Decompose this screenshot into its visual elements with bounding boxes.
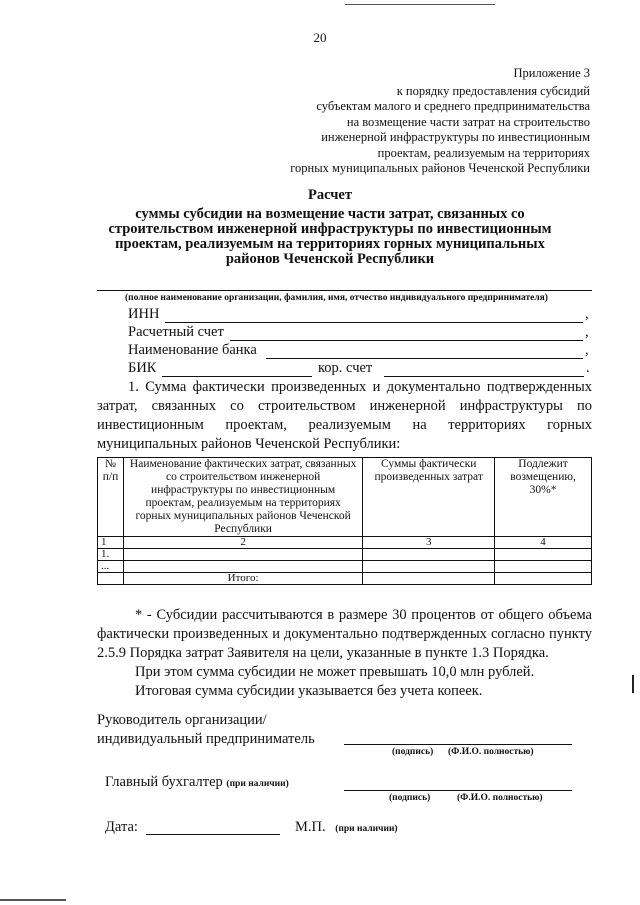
corr-field[interactable] xyxy=(384,376,584,377)
org-name-caption: (полное наименование организации, фамилия, имя, отчество индивидуального предпринимателя) xyxy=(125,293,548,303)
heading-line: районов Чеченской Республики xyxy=(225,251,435,267)
accountant-signature-line[interactable] xyxy=(344,790,572,791)
seal-if-any: (при наличии) xyxy=(335,824,398,834)
seal-label xyxy=(295,819,398,836)
page-number: 20 xyxy=(313,30,327,45)
table-cell[interactable] xyxy=(495,561,592,573)
date-field[interactable] xyxy=(146,834,280,835)
table-cell[interactable] xyxy=(363,561,495,573)
corr-label: кор. счет xyxy=(318,360,373,376)
bik-label: БИК xyxy=(128,360,157,376)
table-row xyxy=(98,561,592,573)
account-label: Расчетный счет xyxy=(128,324,224,340)
heading-line: строительством инженерной инфраструктуры по инвестиционным xyxy=(108,221,552,237)
column-header-reimbursable: Подлежит возмещению, 30%* xyxy=(495,458,592,537)
bottom-rule xyxy=(0,899,66,901)
appendix-line: на возмещение части затрат на строительство xyxy=(346,114,590,129)
column-number: 3 xyxy=(363,537,495,549)
paragraph-1-line: инвестиционным проектам, реализуемым на территориях горных xyxy=(97,417,592,433)
appendix-line: горных муниципальных районов Чеченской Республики xyxy=(290,161,590,175)
paragraph-1 xyxy=(97,378,592,454)
head-label-line-2: индивидуальный предприниматель xyxy=(97,731,315,747)
column-number: 4 xyxy=(495,537,592,549)
appendix-line: субъектам малого и среднего предпринимательства xyxy=(316,99,590,113)
margin-mark xyxy=(632,675,634,693)
bank-label: Наименование банка xyxy=(128,342,257,358)
appendix-title: Приложение 3 xyxy=(513,66,590,80)
column-number: 2 xyxy=(123,537,362,549)
seal-text: М.П. xyxy=(295,819,326,835)
column-number: 1 xyxy=(98,537,124,549)
bik-field[interactable] xyxy=(162,376,312,377)
total-label: Итого: xyxy=(123,573,362,585)
date-label: Дата: xyxy=(105,819,138,835)
heading-line: суммы субсидии на возмещение части затрат, связанных со xyxy=(135,206,525,222)
table-cell[interactable] xyxy=(123,561,362,573)
footnote-line: фактически произведенных и документально подтвержденных согласно пункту xyxy=(97,626,592,642)
accountant-if-any: (при наличии) xyxy=(226,779,289,789)
paragraph-1-line: затрат, связанных со строительством инженерной инфраструктуры по xyxy=(97,398,592,414)
table-cell[interactable] xyxy=(363,573,495,585)
table-cell[interactable] xyxy=(123,549,362,561)
footnote-block xyxy=(97,606,592,701)
paragraph-1-line: 1. Сумма фактически произведенных и документально подтвержденных xyxy=(128,379,592,395)
inn-comma: , xyxy=(585,306,589,322)
heading-title: Расчет xyxy=(308,187,352,203)
column-header-number: № п/п xyxy=(98,458,124,537)
table-cell[interactable] xyxy=(495,549,592,561)
head-label-line-1: Руководитель организации/ xyxy=(97,712,267,728)
appendix-line: к порядку предоставления субсидий xyxy=(396,83,590,98)
row-number: ... xyxy=(98,561,124,573)
table-row xyxy=(98,549,592,561)
account-field[interactable] xyxy=(230,340,583,341)
org-name-line[interactable] xyxy=(97,290,592,291)
inn-field[interactable] xyxy=(165,322,583,323)
appendix-line: инженерной инфраструктуры по инвестиционным xyxy=(321,130,590,144)
table-total-row xyxy=(98,573,592,585)
table-cell[interactable] xyxy=(363,549,495,561)
footnote-line: * - Субсидии рассчитываются в размере 30 процентов от общего объема xyxy=(135,607,592,623)
bank-comma: , xyxy=(585,342,589,358)
heading-line: проектам, реализуемым на территориях горных муниципальных xyxy=(115,236,545,252)
column-header-expense-name: Наименование фактических затрат, связанных со строительством инженерной инфраструктуры по инвестиционным проектам, реализуемым на территориях горных муниципальных районов Чеченской Республики xyxy=(123,458,362,537)
table-cell[interactable] xyxy=(495,573,592,585)
name-caption: (Ф.И.О. полностью) xyxy=(457,793,543,803)
top-rule xyxy=(345,4,495,5)
appendix-block xyxy=(230,66,590,177)
inn-label: ИНН xyxy=(128,306,160,322)
column-header-actual-amount: Суммы фактически произведенных затрат xyxy=(363,458,495,537)
footnote-line: 2.5.9 Порядка затрат Заявителя на цели, указанные в пункте 1.3 Порядка. xyxy=(97,645,549,661)
footnote-line: Итоговая сумма субсидии указывается без учета копеек. xyxy=(135,683,483,699)
footnote-line: При этом сумма субсидии не может превышать 10,0 млн рублей. xyxy=(135,664,535,680)
signature-caption: (подпись) xyxy=(389,793,431,803)
signature-caption: (подпись) xyxy=(392,747,434,757)
paragraph-1-line: муниципальных районов Чеченской Республики: xyxy=(97,436,401,452)
table-cell xyxy=(98,573,124,585)
name-caption: (Ф.И.О. полностью) xyxy=(448,747,534,757)
account-comma: , xyxy=(585,324,589,340)
bank-field[interactable] xyxy=(266,358,583,359)
document-heading xyxy=(90,188,570,267)
accountant-label xyxy=(105,774,289,791)
calculation-table xyxy=(97,457,592,585)
accountant-title: Главный бухгалтер xyxy=(105,774,223,790)
head-signature-line[interactable] xyxy=(344,744,572,745)
row-number: 1. xyxy=(98,549,124,561)
column-number-row xyxy=(98,537,592,549)
corr-period: . xyxy=(586,360,590,376)
table-header-row xyxy=(98,458,592,537)
appendix-line: проектам, реализуемым на территориях xyxy=(377,145,590,160)
